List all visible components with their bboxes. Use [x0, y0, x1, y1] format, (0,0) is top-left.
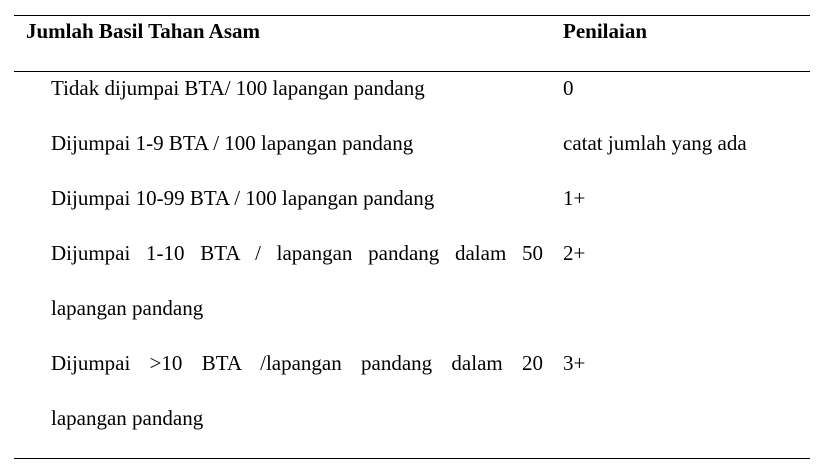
row-count-cell: Dijumpai 10-99 BTA / 100 lapangan pandang	[51, 186, 435, 210]
row-count-cell-line1: Dijumpai >10 BTA /lapangan pandang dalam 20	[51, 351, 543, 375]
row-score-cell: 0	[563, 76, 574, 100]
row-count-cell-line2: lapangan pandang	[51, 296, 204, 320]
row-score-cell: 3+	[563, 351, 586, 375]
table-top-rule	[14, 15, 810, 16]
row-count-cell-line2: lapangan pandang	[51, 406, 204, 430]
table-header-rule	[14, 71, 810, 72]
row-score-cell: catat jumlah yang ada	[563, 131, 747, 155]
row-count-cell: Dijumpai 1-9 BTA / 100 lapangan pandang	[51, 131, 414, 155]
table-bottom-rule	[14, 458, 810, 459]
column-header-count: Jumlah Basil Tahan Asam	[26, 19, 261, 43]
row-count-cell: Tidak dijumpai BTA/ 100 lapangan pandang	[51, 76, 425, 100]
row-count-cell-line1: Dijumpai 1-10 BTA / lapangan pandang dalam 50	[51, 241, 543, 265]
column-header-score: Penilaian	[563, 19, 648, 43]
row-score-cell: 1+	[563, 186, 586, 210]
row-score-cell: 2+	[563, 241, 586, 265]
